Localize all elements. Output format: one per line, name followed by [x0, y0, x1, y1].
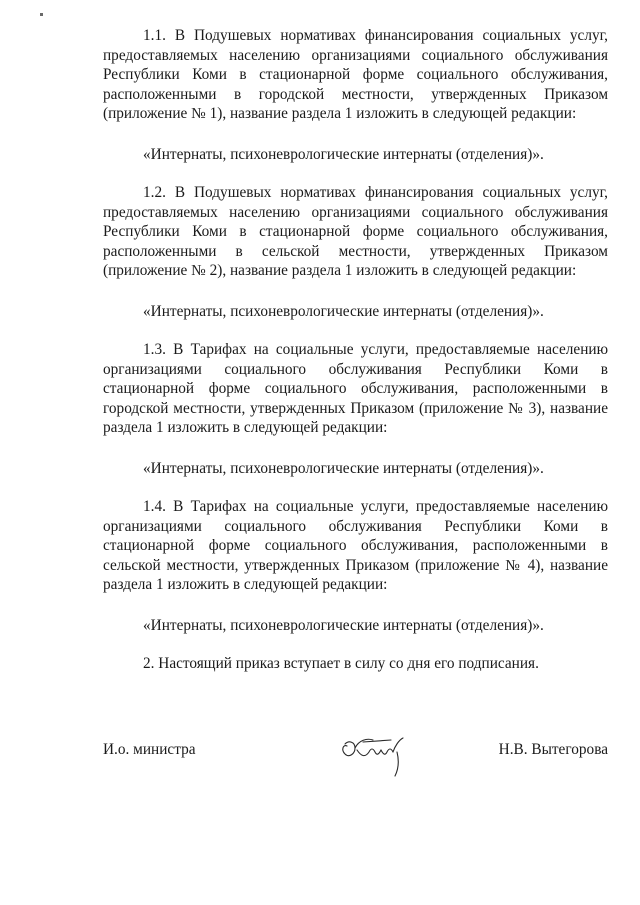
- paragraph-1-2: 1.2. В Подушевых нормативах финансирования социальных услуг, предоставляемых населению организациями социального обслуживания Республики Коми в стационарной форме социального обслуживания, расположенными в сельской местности, утвержденных Приказом (приложение № 2), название раздела 1 изложить в следующей редакции:: [103, 184, 608, 279]
- final-clause: 2. Настоящий приказ вступает в силу со дня его подписания.: [143, 655, 539, 672]
- paragraph-1-1: 1.1. В Подушевых нормативах финансирования социальных услуг, предоставляемых населению организациями социального обслуживания Республики Коми в стационарной форме социального обслуживания, расположенными в городской местности, утвержденных Приказом (приложение № 1), название раздела 1 изложить в следующей редакции:: [103, 27, 608, 122]
- signature-block: [103, 728, 608, 788]
- document-page: [103, 26, 608, 788]
- quote-1-2: «Интернаты, психоневрологические интернаты (отделения)».: [143, 302, 544, 320]
- paragraph-1-4: 1.4. В Тарифах на социальные услуги, предоставляемые населению организациями социального обслуживания Республики Коми в стационарной форме социального обслуживания, расположенными в сельской местности, утвержденных Приказом (приложение № 4), название раздела 1 изложить в следующей редакции:: [103, 498, 608, 593]
- paragraph-1-3: 1.3. В Тарифах на социальные услуги, предоставляемые населению организациями социального обслуживания Республики Коми в стационарной форме социального обслуживания, расположенными в городской местности, утвержденных Приказом (приложение № 3), название раздела 1 изложить в следующей редакции:: [103, 341, 608, 436]
- handwritten-signature: [333, 728, 423, 783]
- quote-1-3: «Интернаты, психоневрологические интернаты (отделения)».: [143, 459, 544, 477]
- quote-1-4: «Интернаты, психоневрологические интернаты (отделения)».: [143, 616, 544, 634]
- signer-title: И.о. министра: [103, 740, 196, 758]
- scan-artifact-dot: [40, 13, 43, 16]
- signer-name: Н.В. Вытегорова: [498, 740, 608, 758]
- quote-1-1: «Интернаты, психоневрологические интернаты (отделения)».: [143, 145, 544, 163]
